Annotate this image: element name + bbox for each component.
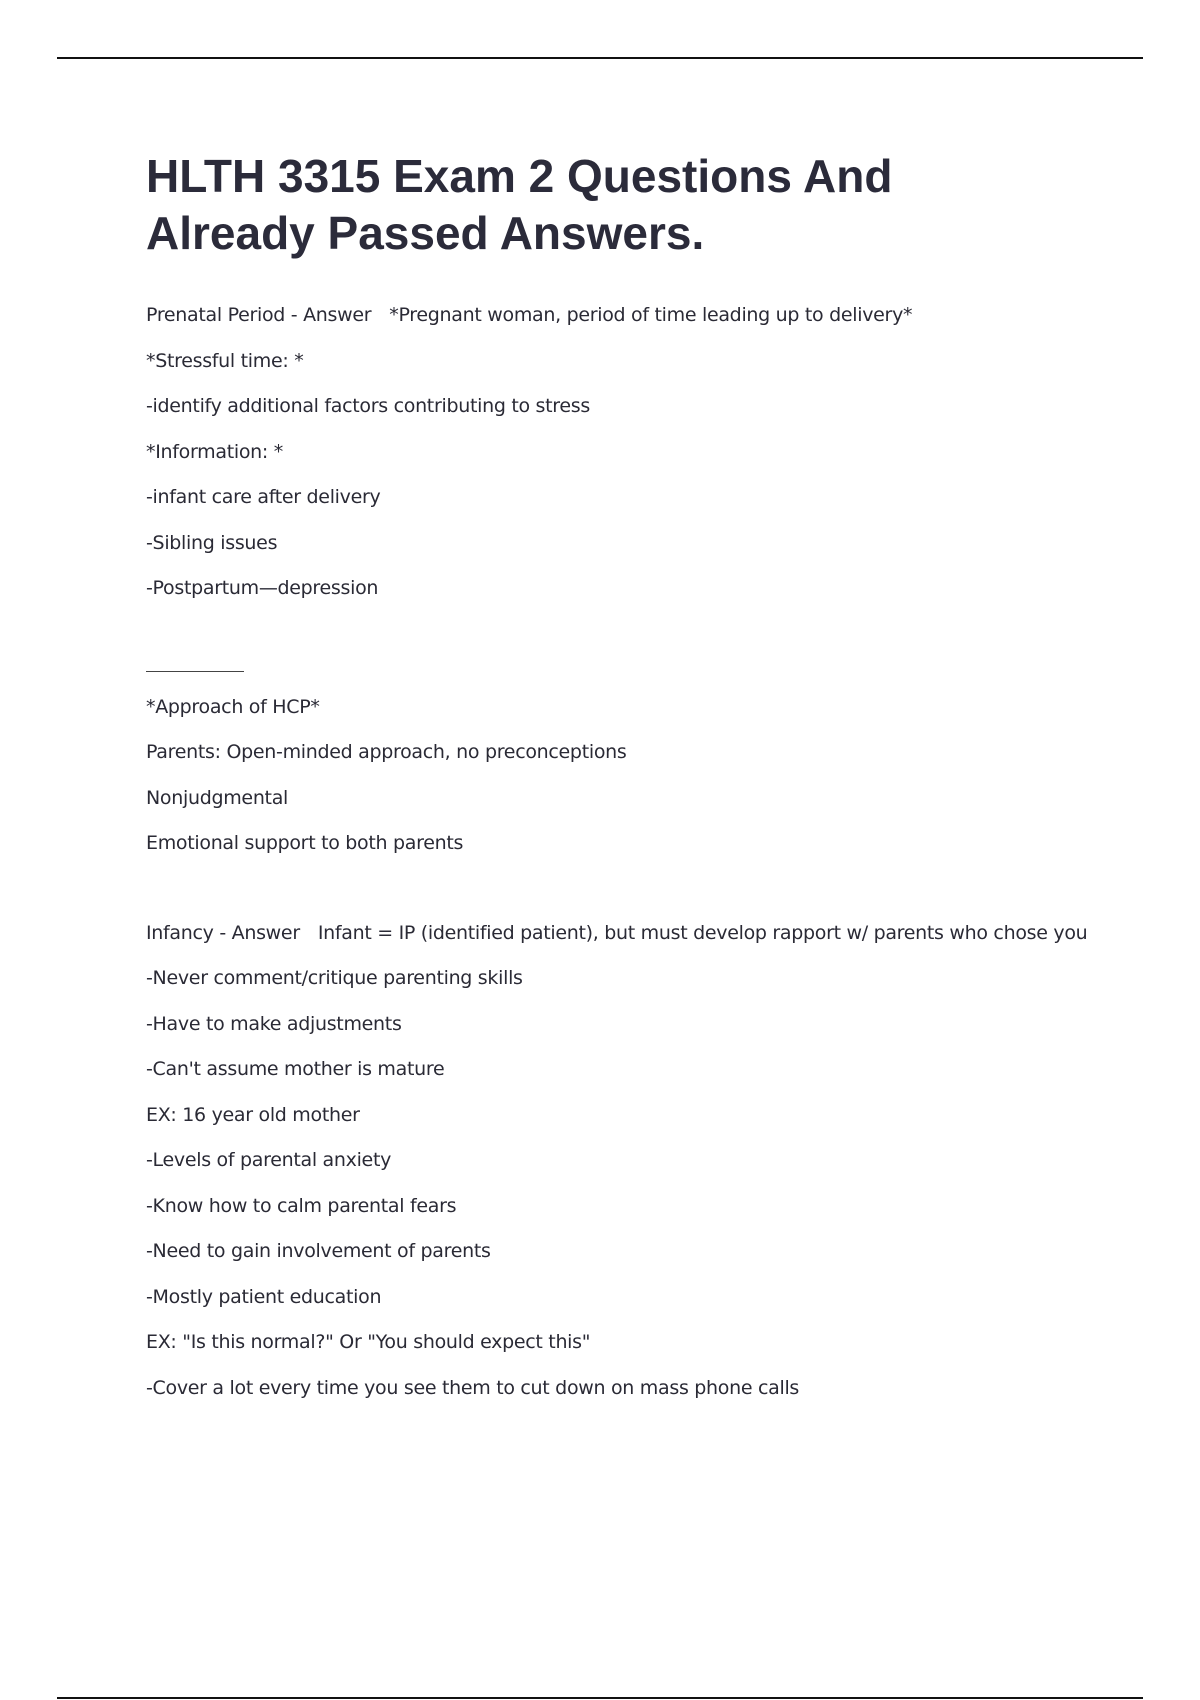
spacer bbox=[146, 876, 1106, 920]
qa-question-line bbox=[146, 920, 1106, 946]
answer-line: Parents: Open-minded approach, no preconceptions bbox=[146, 741, 627, 763]
title-line-2: Already Passed Answers. bbox=[146, 207, 705, 259]
answer-text: *Pregnant woman, period of time leading up to delivery* bbox=[389, 304, 913, 326]
answer-line: Nonjudgmental bbox=[146, 786, 289, 809]
bottom-rule bbox=[57, 1697, 1143, 1699]
answer-line: Emotional support to both parents bbox=[146, 832, 464, 854]
answer-line: -Cover a lot every time you see them to cut down on mass phone calls bbox=[146, 1376, 800, 1399]
answer-line: -Postpartum—depression bbox=[146, 577, 379, 599]
answer-line: -infant care after delivery bbox=[146, 486, 381, 508]
answer-line: -Mostly patient education bbox=[146, 1285, 382, 1308]
separator-line bbox=[146, 671, 244, 672]
answer-line: -Levels of parental anxiety bbox=[146, 1149, 392, 1171]
answer-line: -Know how to calm parental fears bbox=[146, 1194, 457, 1217]
answer-line: -Can't assume mother is mature bbox=[146, 1058, 445, 1080]
top-rule bbox=[57, 57, 1143, 59]
question-label: Infancy - Answer bbox=[146, 921, 300, 944]
answer-line: EX: "Is this normal?" Or "You should expect this" bbox=[146, 1331, 591, 1353]
answer-line: -Never comment/critique parenting skills bbox=[146, 967, 523, 989]
qa-list bbox=[146, 302, 1106, 1401]
answer-line: *Information: * bbox=[146, 440, 283, 463]
answer-line: -identify additional factors contributing to stress bbox=[146, 395, 590, 417]
answer-line: -Need to gain involvement of parents bbox=[146, 1240, 491, 1262]
qa-question-line bbox=[146, 302, 1106, 328]
document-title bbox=[146, 148, 1106, 262]
title-line-1: HLTH 3315 Exam 2 Questions And bbox=[146, 150, 893, 202]
document-body bbox=[146, 148, 1106, 1420]
answer-line: *Stressful time: * bbox=[146, 349, 304, 372]
answer-line: -Have to make adjustments bbox=[146, 1012, 402, 1035]
answer-line: *Approach of HCP* bbox=[146, 695, 320, 718]
answer-line: EX: 16 year old mother bbox=[146, 1103, 360, 1126]
answer-line: -Sibling issues bbox=[146, 531, 278, 554]
question-label: Prenatal Period - Answer bbox=[146, 304, 372, 326]
spacer bbox=[146, 621, 1106, 665]
answer-text: Infant = IP (identified patient), but must develop rapport w/ parents who chose you bbox=[317, 921, 1088, 944]
